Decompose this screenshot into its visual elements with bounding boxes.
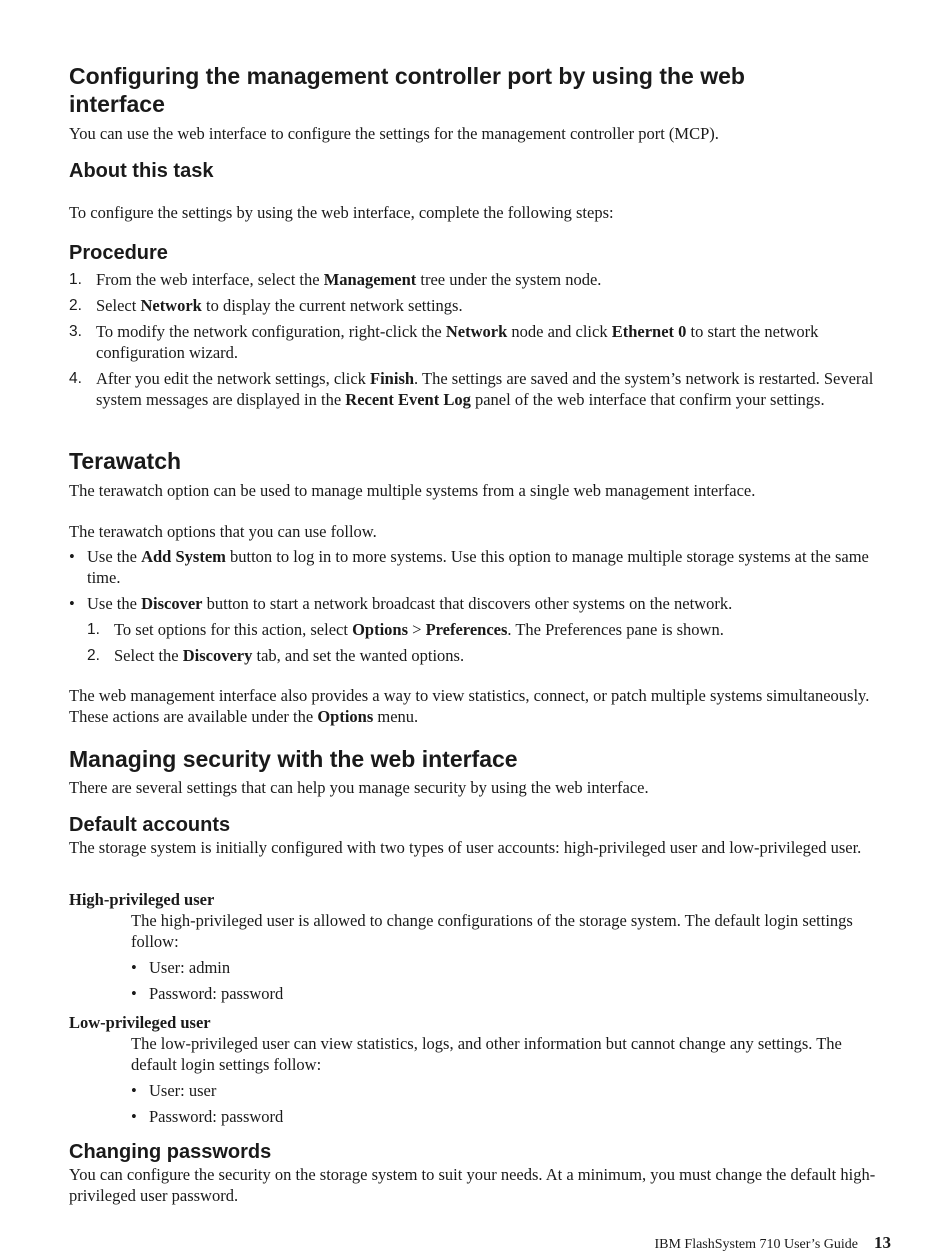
section-configuring-mcp bbox=[69, 62, 891, 144]
ui-term-discovery: Discovery bbox=[182, 646, 253, 665]
list-item bbox=[131, 1080, 891, 1101]
step-number: 4. bbox=[69, 370, 82, 387]
paragraph-text: The web management interface also provides a way to view statistics, connect, or patch multiple systems simultaneously. These actions are available under the bbox=[69, 686, 870, 726]
step-text: > bbox=[408, 620, 426, 639]
bullet-icon: • bbox=[69, 547, 75, 566]
procedure-step bbox=[69, 368, 891, 410]
list-item bbox=[131, 983, 891, 1004]
about-task-text: To configure the settings by using the web interface, complete the following steps: bbox=[69, 203, 614, 222]
step-number: 1. bbox=[69, 271, 82, 288]
high-privileged-term: High-privileged user bbox=[69, 890, 215, 909]
credential-password: Password: password bbox=[149, 1107, 284, 1126]
bullet-icon: • bbox=[131, 1107, 137, 1126]
bullet-icon: • bbox=[131, 958, 137, 977]
procedure-heading: Procedure bbox=[69, 242, 168, 264]
ui-term-ethernet0: Ethernet 0 bbox=[611, 322, 687, 341]
substep bbox=[87, 645, 891, 666]
bullet-icon: • bbox=[131, 984, 137, 1003]
credential-user: User: admin bbox=[149, 958, 231, 977]
list-item bbox=[69, 593, 891, 614]
step-text: To modify the network configuration, right-click the bbox=[96, 322, 446, 341]
step-number: 3. bbox=[69, 323, 82, 340]
step-number: 1. bbox=[87, 621, 100, 638]
step-text: Select bbox=[96, 296, 141, 315]
about-task-heading: About this task bbox=[69, 160, 214, 182]
substep bbox=[87, 619, 891, 640]
step-text: After you edit the network settings, click bbox=[96, 369, 371, 388]
list-text: Use the bbox=[87, 594, 142, 613]
low-privileged-term: Low-privileged user bbox=[69, 1013, 211, 1032]
credential-password: Password: password bbox=[149, 984, 284, 1003]
procedure-steps bbox=[69, 269, 891, 415]
list-text: button to log in to more systems. Use this option to manage multiple storage systems at the same time. bbox=[87, 547, 869, 587]
list-item bbox=[131, 957, 891, 978]
step-text: tab, and set the wanted options. bbox=[252, 646, 465, 665]
high-privileged-definition bbox=[69, 910, 891, 1004]
ui-term-options: Options bbox=[352, 620, 408, 639]
ui-term-management: Management bbox=[323, 270, 417, 289]
definition-text: The high-privileged user is allowed to change configurations of the storage system. The default login settings follow: bbox=[131, 911, 853, 951]
ui-term-network: Network bbox=[140, 296, 202, 315]
list-item bbox=[131, 1106, 891, 1127]
section-intro: You can use the web interface to configure the settings for the management controller port (MCP). bbox=[69, 124, 719, 143]
terawatch-intro: The terawatch option can be used to manage multiple systems from a single web management interface. bbox=[69, 481, 756, 500]
page-number: 13 bbox=[874, 1233, 891, 1252]
low-privileged-credentials bbox=[131, 1080, 891, 1127]
terawatch-options-lead: The terawatch options that you can use follow. bbox=[69, 522, 377, 541]
step-text: To set options for this action, select bbox=[114, 620, 353, 639]
ui-term-finish: Finish bbox=[370, 369, 415, 388]
footer-guide-title: IBM FlashSystem 710 User’s Guide bbox=[654, 1237, 858, 1252]
ui-term-recent-event-log: Recent Event Log bbox=[345, 390, 471, 409]
bullet-icon: • bbox=[69, 594, 75, 613]
procedure-step bbox=[69, 321, 891, 363]
step-text: panel of the web interface that confirm your settings. bbox=[470, 390, 825, 409]
page-footer bbox=[654, 1233, 891, 1253]
security-intro: There are several settings that can help you manage security by using the web interface. bbox=[69, 778, 649, 797]
title-line-1: Configuring the management controller port by using the web bbox=[69, 63, 745, 89]
discover-substeps bbox=[69, 619, 891, 666]
high-privileged-credentials bbox=[131, 957, 891, 1004]
terawatch-closing bbox=[69, 685, 891, 727]
step-text: Select the bbox=[114, 646, 183, 665]
default-accounts-heading: Default accounts bbox=[69, 814, 231, 836]
low-privileged-definition bbox=[69, 1033, 891, 1127]
ui-term-preferences: Preferences bbox=[425, 620, 508, 639]
list-item bbox=[69, 546, 891, 588]
step-number: 2. bbox=[69, 297, 82, 314]
terawatch-bullets bbox=[69, 546, 891, 614]
changing-passwords-text: You can configure the security on the storage system to suit your needs. At a minimum, you must change the default high-privileged user password. bbox=[69, 1165, 876, 1205]
ui-term-network: Network bbox=[445, 322, 508, 341]
step-text: to start the network configuration wizard. bbox=[96, 322, 819, 362]
list-text: Use the bbox=[87, 547, 142, 566]
list-text: button to start a network broadcast that discovers other systems on the network. bbox=[202, 594, 733, 613]
default-accounts-text: The storage system is initially configured with two types of user accounts: high-privileged user and low-privileged user. bbox=[69, 838, 862, 857]
ui-term-discover: Discover bbox=[141, 594, 203, 613]
step-text: . The Preferences pane is shown. bbox=[507, 620, 724, 639]
procedure-step bbox=[69, 295, 891, 316]
ui-term-add-system: Add System bbox=[141, 547, 226, 566]
paragraph-text: menu. bbox=[373, 707, 419, 726]
section-title-security: Managing security with the web interface bbox=[69, 746, 518, 772]
definition-text: The low-privileged user can view statistics, logs, and other information but cannot change any settings. The default login settings follow: bbox=[131, 1034, 842, 1074]
terawatch-options-list bbox=[69, 546, 891, 671]
step-text: . The settings are saved and the system’s network is restarted. Several system messages are displayed in the bbox=[96, 369, 874, 409]
ui-term-options-menu: Options bbox=[317, 707, 374, 726]
credential-user: User: user bbox=[149, 1081, 217, 1100]
section-title-configuring-mcp bbox=[69, 62, 891, 118]
title-line-2: interface bbox=[69, 91, 165, 117]
step-text: tree under the system node. bbox=[416, 270, 602, 289]
procedure-step bbox=[69, 269, 891, 290]
low-privileged-entry bbox=[69, 1012, 891, 1132]
high-privileged-entry bbox=[69, 889, 891, 1009]
step-text: to display the current network settings. bbox=[201, 296, 463, 315]
bullet-icon: • bbox=[131, 1081, 137, 1100]
section-title-terawatch: Terawatch bbox=[69, 448, 182, 474]
step-text: node and click bbox=[507, 322, 612, 341]
changing-passwords-heading: Changing passwords bbox=[69, 1141, 272, 1163]
step-number: 2. bbox=[87, 647, 100, 664]
step-text: From the web interface, select the bbox=[96, 270, 324, 289]
